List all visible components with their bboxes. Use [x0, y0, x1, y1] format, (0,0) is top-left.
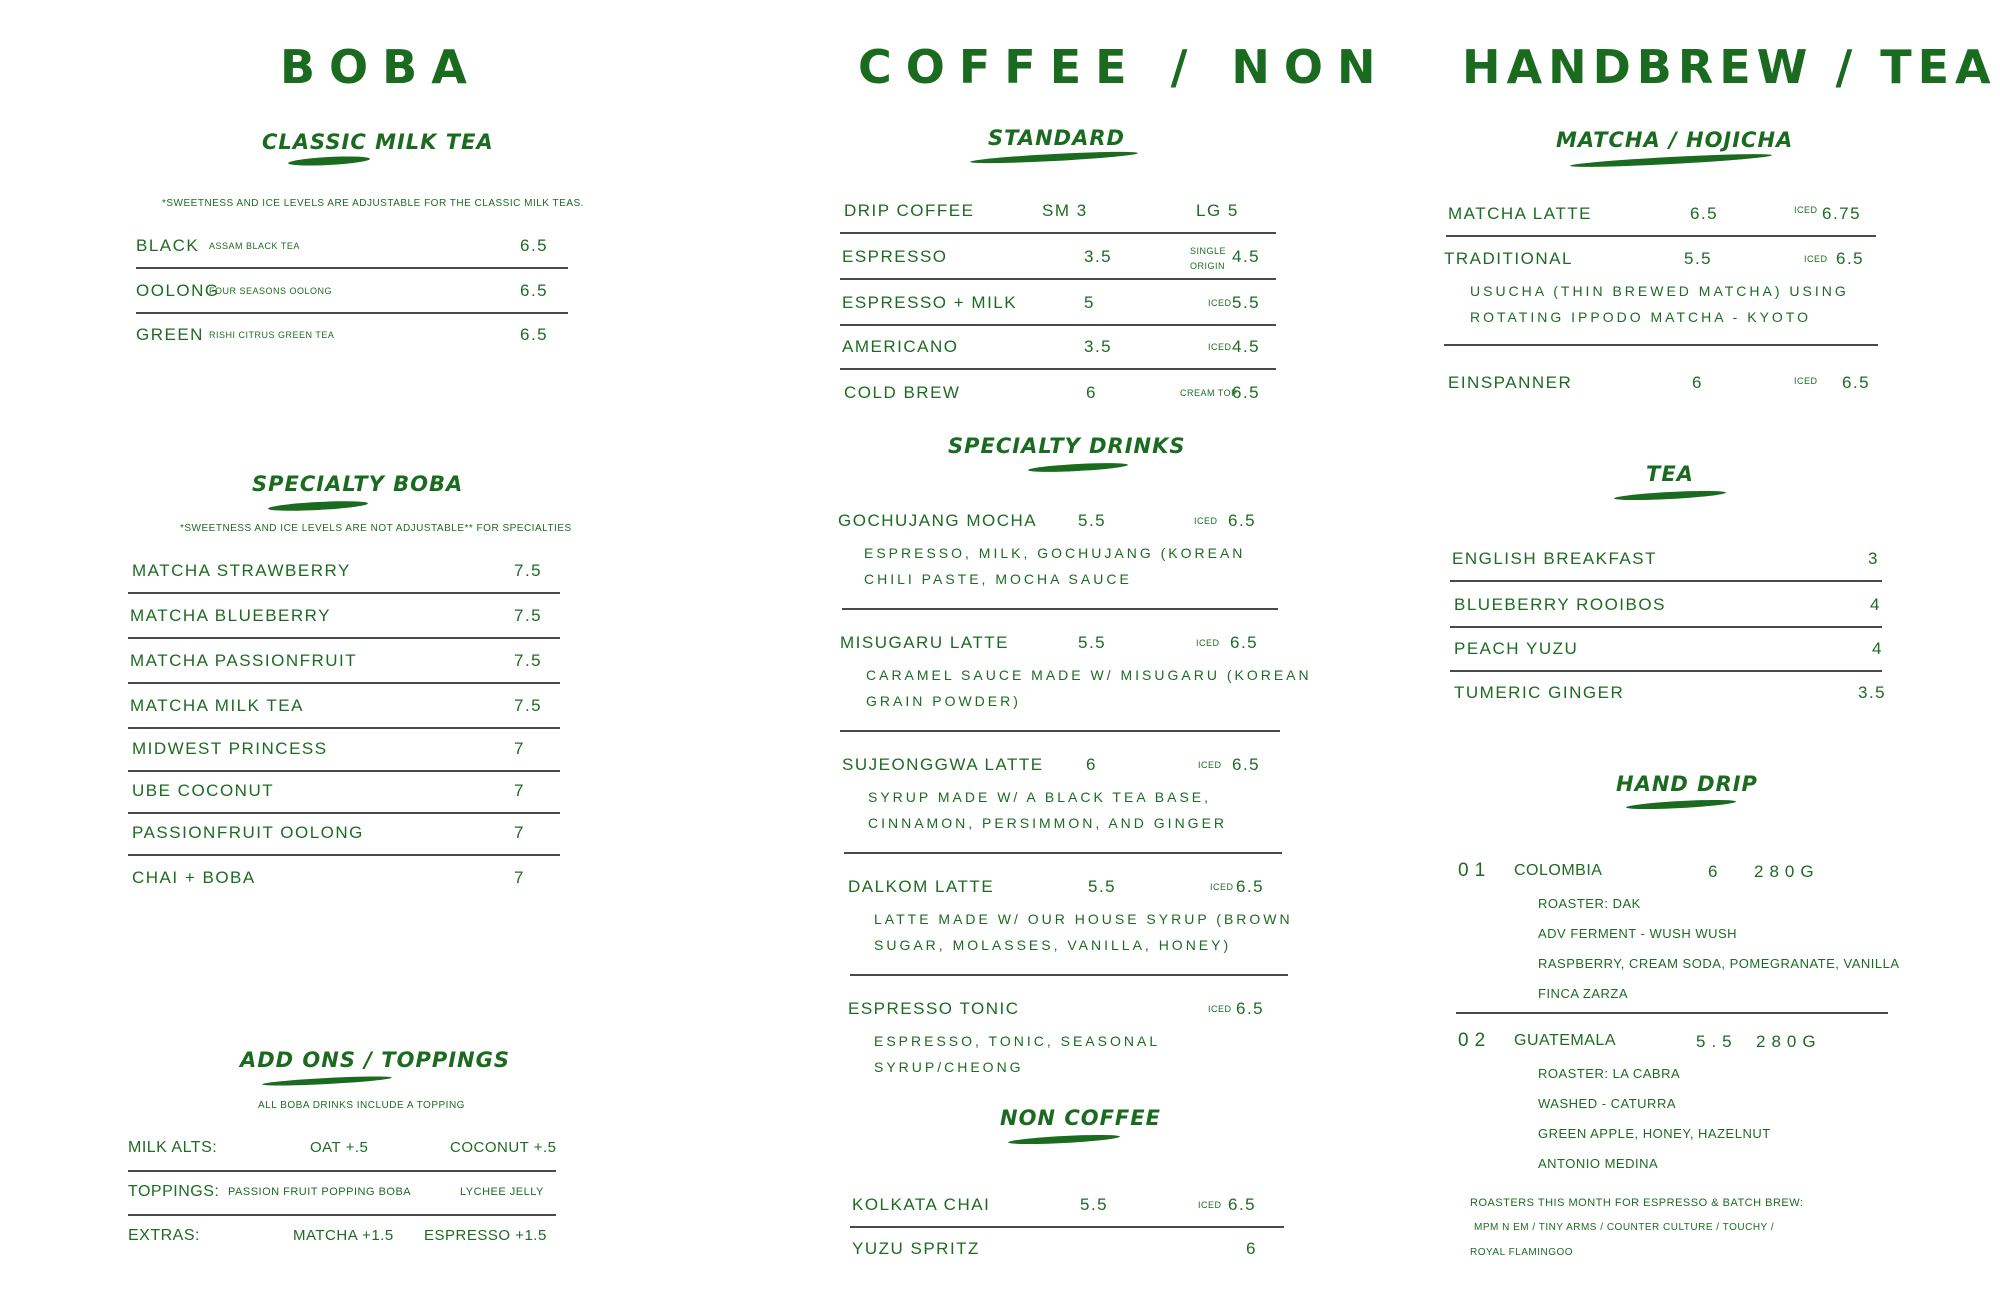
menu-row [128, 685, 560, 729]
matcha-title: MATCHA / HOJICHA [1556, 128, 1794, 152]
drip-farm: ANTONIO MEDINA [1538, 1156, 1659, 1171]
item-price: 7.5 [514, 651, 543, 670]
item-desc: RISHI CITRUS GREEN TEA [209, 330, 335, 340]
item-price: 6 [1086, 383, 1097, 402]
item-price: 3.5 [1084, 247, 1113, 266]
item-price: 5.5 [1080, 1195, 1109, 1214]
specialty-drinks-swoosh [1028, 461, 1128, 473]
divider [844, 852, 1282, 854]
menu-row [840, 372, 1276, 416]
item-tag: ICED [1208, 1004, 1232, 1014]
menu-row [1446, 193, 1876, 237]
menu-row [128, 640, 560, 684]
item-price: SM 3 [1042, 201, 1088, 220]
item-price: 6.5 [1690, 204, 1719, 223]
item-tag: ICED [1194, 516, 1218, 526]
item-price: 6.5 [1232, 383, 1261, 402]
menu-row [1450, 628, 1882, 672]
menu-row [128, 728, 560, 772]
item-name: MIDWEST PRINCESS [132, 739, 328, 758]
item-name: COLD BREW [844, 383, 961, 402]
divider [850, 974, 1288, 976]
item-price: 6.5 [1228, 511, 1257, 530]
menu-row [840, 236, 1276, 280]
classic-note: *SWEETNESS AND ICE LEVELS ARE ADJUSTABLE FOR THE CLASSIC MILK TEAS. [162, 198, 584, 209]
item-name: MISUGARU LATTE [840, 633, 1009, 652]
item-description: CARAMEL SAUCE MADE W/ MISUGARU (KOREAN [866, 667, 1312, 683]
drip-notes: RASPBERRY, CREAM SODA, POMEGRANATE, VANILLA [1538, 956, 1900, 971]
menu-row [128, 812, 560, 856]
item-name: TRADITIONAL [1444, 249, 1573, 268]
item-name: GOCHUJANG MOCHA [838, 511, 1038, 530]
item-name: UBE COCONUT [132, 781, 275, 800]
standard-swoosh [970, 150, 1138, 166]
divider [1444, 344, 1878, 346]
traditional-item [1444, 238, 1878, 346]
boba-header: BOBA [280, 40, 481, 94]
tea-title: TEA [1646, 462, 1694, 486]
item-price: 6.5 [1842, 373, 1871, 392]
item-tag: ICED [1804, 254, 1828, 264]
item-price: 5.5 [1696, 1032, 1738, 1051]
item-name: GREEN [136, 325, 204, 344]
drip-weight: 280G [1754, 862, 1820, 881]
item-price: 6 [1708, 862, 1719, 881]
item-tag: ICED [1198, 1200, 1222, 1210]
menu-row [136, 314, 568, 358]
specialty-item-espresso-tonic [848, 988, 1288, 1078]
specialty-boba-note: *SWEETNESS AND ICE LEVELS ARE NOT ADJUSTABLE** FOR SPECIALTIES [180, 523, 572, 534]
addons-option: MATCHA +1.5 [293, 1227, 394, 1244]
item-tag: ICED [1208, 342, 1232, 352]
item-price: 3.5 [1084, 337, 1113, 356]
item-name: MATCHA MILK TEA [130, 696, 304, 715]
item-tag: SINGLE ORIGIN [1190, 246, 1227, 271]
item-tag: ICED [1198, 760, 1222, 770]
menu-row [1450, 672, 1887, 716]
roasters-note: ROASTERS THIS MONTH FOR ESPRESSO & BATCH BREW: [1470, 1197, 1804, 1209]
item-price: 4 [1870, 595, 1881, 614]
menu-row [840, 190, 1276, 234]
drip-notes: GREEN APPLE, HONEY, HAZELNUT [1538, 1126, 1771, 1141]
menu-row [128, 550, 560, 594]
classic-swoosh [288, 155, 370, 167]
item-price: 7 [514, 823, 525, 842]
drip-process: WASHED - CATURRA [1538, 1096, 1676, 1111]
item-name: PEACH YUZU [1454, 639, 1579, 658]
item-name: DRIP COFFEE [844, 201, 975, 220]
item-price: 5.5 [1078, 633, 1107, 652]
item-name: ESPRESSO + MILK [842, 293, 1018, 312]
item-name: MATCHA PASSIONFRUIT [130, 651, 358, 670]
divider [840, 232, 1276, 234]
divider [128, 637, 560, 639]
addons-row-milk [128, 1128, 556, 1172]
specialty-item-misugaru [840, 622, 1312, 732]
item-name: MATCHA STRAWBERRY [132, 561, 351, 580]
divider [840, 368, 1276, 370]
item-price: 6.5 [520, 281, 549, 300]
divider [136, 267, 568, 269]
menu-row [840, 282, 1276, 326]
item-price: 7.5 [514, 606, 543, 625]
item-tag: ICED [1794, 376, 1818, 386]
drip-roaster: ROASTER: LA CABRA [1538, 1066, 1681, 1081]
item-price: 5.5 [1232, 293, 1261, 312]
item-name: SUJEONGGWA LATTE [842, 755, 1044, 774]
item-price: 3 [1868, 549, 1879, 568]
item-price: 6.5 [1236, 877, 1265, 896]
menu-row [1450, 538, 1882, 582]
roasters-list: ROYAL FLAMINGOO [1470, 1247, 1574, 1258]
standard-title: STANDARD [988, 126, 1125, 150]
item-name: GUATEMALA [1514, 1032, 1616, 1049]
item-price: 5 [1084, 293, 1095, 312]
specialty-boba-title: SPECIALTY BOBA [252, 472, 464, 496]
divider [128, 592, 560, 594]
item-price: 6.5 [1228, 1195, 1257, 1214]
divider [840, 730, 1280, 732]
menu-row [128, 595, 560, 639]
item-description: LATTE MADE W/ OUR HOUSE SYRUP (BROWN [874, 911, 1293, 927]
item-name: EINSPANNER [1448, 373, 1573, 392]
item-description: GRAIN POWDER) [866, 693, 1021, 709]
item-tag: ICED [1208, 298, 1232, 308]
item-description: SYRUP/CHEONG [874, 1059, 1024, 1075]
item-description: ROTATING IPPODO MATCHA - KYOTO [1470, 309, 1811, 325]
item-description: ESPRESSO, MILK, GOCHUJANG (KOREAN [864, 545, 1246, 561]
classic-milk-tea-title: CLASSIC MILK TEA [262, 130, 494, 154]
divider [1446, 235, 1876, 237]
item-price: 5.5 [1088, 877, 1117, 896]
item-price: 6 [1086, 755, 1097, 774]
item-tag: ICED [1210, 882, 1234, 892]
addons-label: MILK ALTS: [128, 1139, 218, 1156]
item-description: SYRUP MADE W/ A BLACK TEA BASE, [868, 789, 1212, 805]
item-name: BLUEBERRY ROOIBOS [1454, 595, 1666, 614]
item-price: 6.5 [1230, 633, 1259, 652]
addons-swoosh [262, 1075, 392, 1088]
item-price: 6.5 [520, 236, 549, 255]
specialty-item-sujeonggwa [842, 744, 1282, 854]
non-coffee-swoosh [1008, 1133, 1120, 1146]
drip-weight: 280G [1756, 1032, 1822, 1051]
item-price: 7.5 [514, 696, 543, 715]
item-price: 7 [514, 739, 525, 758]
drip-roaster: ROASTER: DAK [1538, 896, 1641, 911]
menu-row [1450, 584, 1882, 628]
addons-note: ALL BOBA DRINKS INCLUDE A TOPPING [258, 1100, 465, 1111]
menu-row [128, 770, 560, 814]
item-price: 5.5 [1078, 511, 1107, 530]
drip-farm: FINCA ZARZA [1538, 986, 1629, 1001]
specialty-item-gochujang [838, 500, 1278, 610]
item-name: MATCHA BLUEBERRY [130, 606, 331, 625]
coffee-header: COFFEE / NON [858, 40, 1390, 94]
item-price: 6.5 [1236, 999, 1265, 1018]
item-price: LG 5 [1196, 201, 1239, 220]
item-name: COLOMBIA [1514, 862, 1603, 879]
addons-label: TOPPINGS: [128, 1183, 220, 1200]
item-name: CHAI + BOBA [132, 868, 256, 887]
item-price: 6 [1692, 373, 1703, 392]
item-name: PASSIONFRUIT OOLONG [132, 823, 364, 842]
addons-option: COCONUT +.5 [450, 1139, 557, 1156]
specialty-item-dalkom [848, 866, 1293, 976]
item-price: 3.5 [1858, 683, 1887, 702]
drip-number: 02 [1458, 1030, 1492, 1051]
item-price: 6.5 [1232, 755, 1261, 774]
matcha-swoosh [1570, 152, 1772, 170]
item-price: 5.5 [1684, 249, 1713, 268]
item-price: 4 [1872, 639, 1883, 658]
item-price: 6.5 [520, 325, 549, 344]
item-tag: ICED [1794, 205, 1818, 215]
item-desc: ASSAM BLACK TEA [209, 241, 300, 251]
addons-label: EXTRAS: [128, 1227, 200, 1244]
item-name: KOLKATA CHAI [852, 1195, 991, 1214]
item-name: ESPRESSO [842, 247, 948, 266]
tea-swoosh [1614, 489, 1726, 502]
item-description: ESPRESSO, TONIC, SEASONAL [874, 1033, 1161, 1049]
item-description: CINNAMON, PERSIMMON, AND GINGER [868, 815, 1228, 831]
menu-row [136, 225, 568, 269]
divider [1456, 1012, 1888, 1014]
item-name: YUZU SPRITZ [852, 1239, 980, 1258]
divider [128, 682, 560, 684]
addons-option: LYCHEE JELLY [460, 1186, 544, 1198]
item-price: 7 [514, 868, 525, 887]
item-name: BLACK [136, 236, 200, 255]
non-coffee-title: NON COFFEE [1000, 1106, 1161, 1130]
item-name: ENGLISH BREAKFAST [1452, 549, 1657, 568]
item-price: 6 [1246, 1239, 1257, 1258]
item-price: 6.5 [1836, 249, 1865, 268]
hand-drip-item-guatemala [1456, 1030, 1888, 1180]
item-price: 4.5 [1232, 337, 1261, 356]
drip-process: ADV FERMENT - WUSH WUSH [1538, 926, 1738, 941]
addons-title: ADD ONS / TOPPINGS [240, 1048, 510, 1072]
divider [840, 278, 1276, 280]
hand-drip-swoosh [1626, 798, 1736, 811]
item-name: ESPRESSO TONIC [848, 999, 1020, 1018]
addons-row-toppings [128, 1172, 556, 1216]
menu-row [850, 1184, 1284, 1228]
hand-drip-title: HAND DRIP [1616, 772, 1758, 796]
item-price: 4.5 [1232, 247, 1261, 266]
addons-option: PASSION FRUIT POPPING BOBA [228, 1186, 412, 1198]
specialty-drinks-title: SPECIALTY DRINKS [948, 434, 1186, 458]
specialty-boba-swoosh [268, 499, 368, 512]
addons-row-extras [128, 1216, 556, 1260]
menu-row [850, 1228, 1284, 1272]
menu-row [128, 857, 560, 901]
item-name: TUMERIC GINGER [1454, 683, 1625, 702]
item-description: SUGAR, MOLASSES, VANILLA, HONEY) [874, 937, 1232, 953]
item-desc: FOUR SEASONS OOLONG [209, 286, 333, 296]
drip-number: 01 [1458, 860, 1492, 881]
item-name: DALKOM LATTE [848, 877, 995, 896]
menu-row [136, 270, 568, 314]
divider [1450, 580, 1882, 582]
addons-option: ESPRESSO +1.5 [424, 1227, 547, 1244]
item-price: 6.75 [1822, 204, 1862, 223]
handbrew-header: HANDBREW / TEA [1462, 40, 1997, 94]
item-price: 7 [514, 781, 525, 800]
item-description: CHILI PASTE, MOCHA SAUCE [864, 571, 1132, 587]
addons-option: OAT +.5 [310, 1139, 369, 1156]
hand-drip-item-colombia [1456, 860, 1900, 1018]
item-tag: CREAM TOP [1180, 388, 1238, 398]
menu-row [840, 326, 1276, 370]
menu-row [1446, 362, 1876, 406]
divider [842, 608, 1278, 610]
item-tag: ICED [1196, 638, 1220, 648]
item-name: MATCHA LATTE [1448, 204, 1592, 223]
roasters-list: MPM N EM / TINY ARMS / COUNTER CULTURE / TOUCHY / [1474, 1222, 1775, 1233]
item-name: OOLONG [136, 281, 220, 300]
divider [128, 854, 560, 856]
item-description: USUCHA (THIN BREWED MATCHA) USING [1470, 283, 1849, 299]
item-name: AMERICANO [842, 337, 959, 356]
item-price: 7.5 [514, 561, 543, 580]
